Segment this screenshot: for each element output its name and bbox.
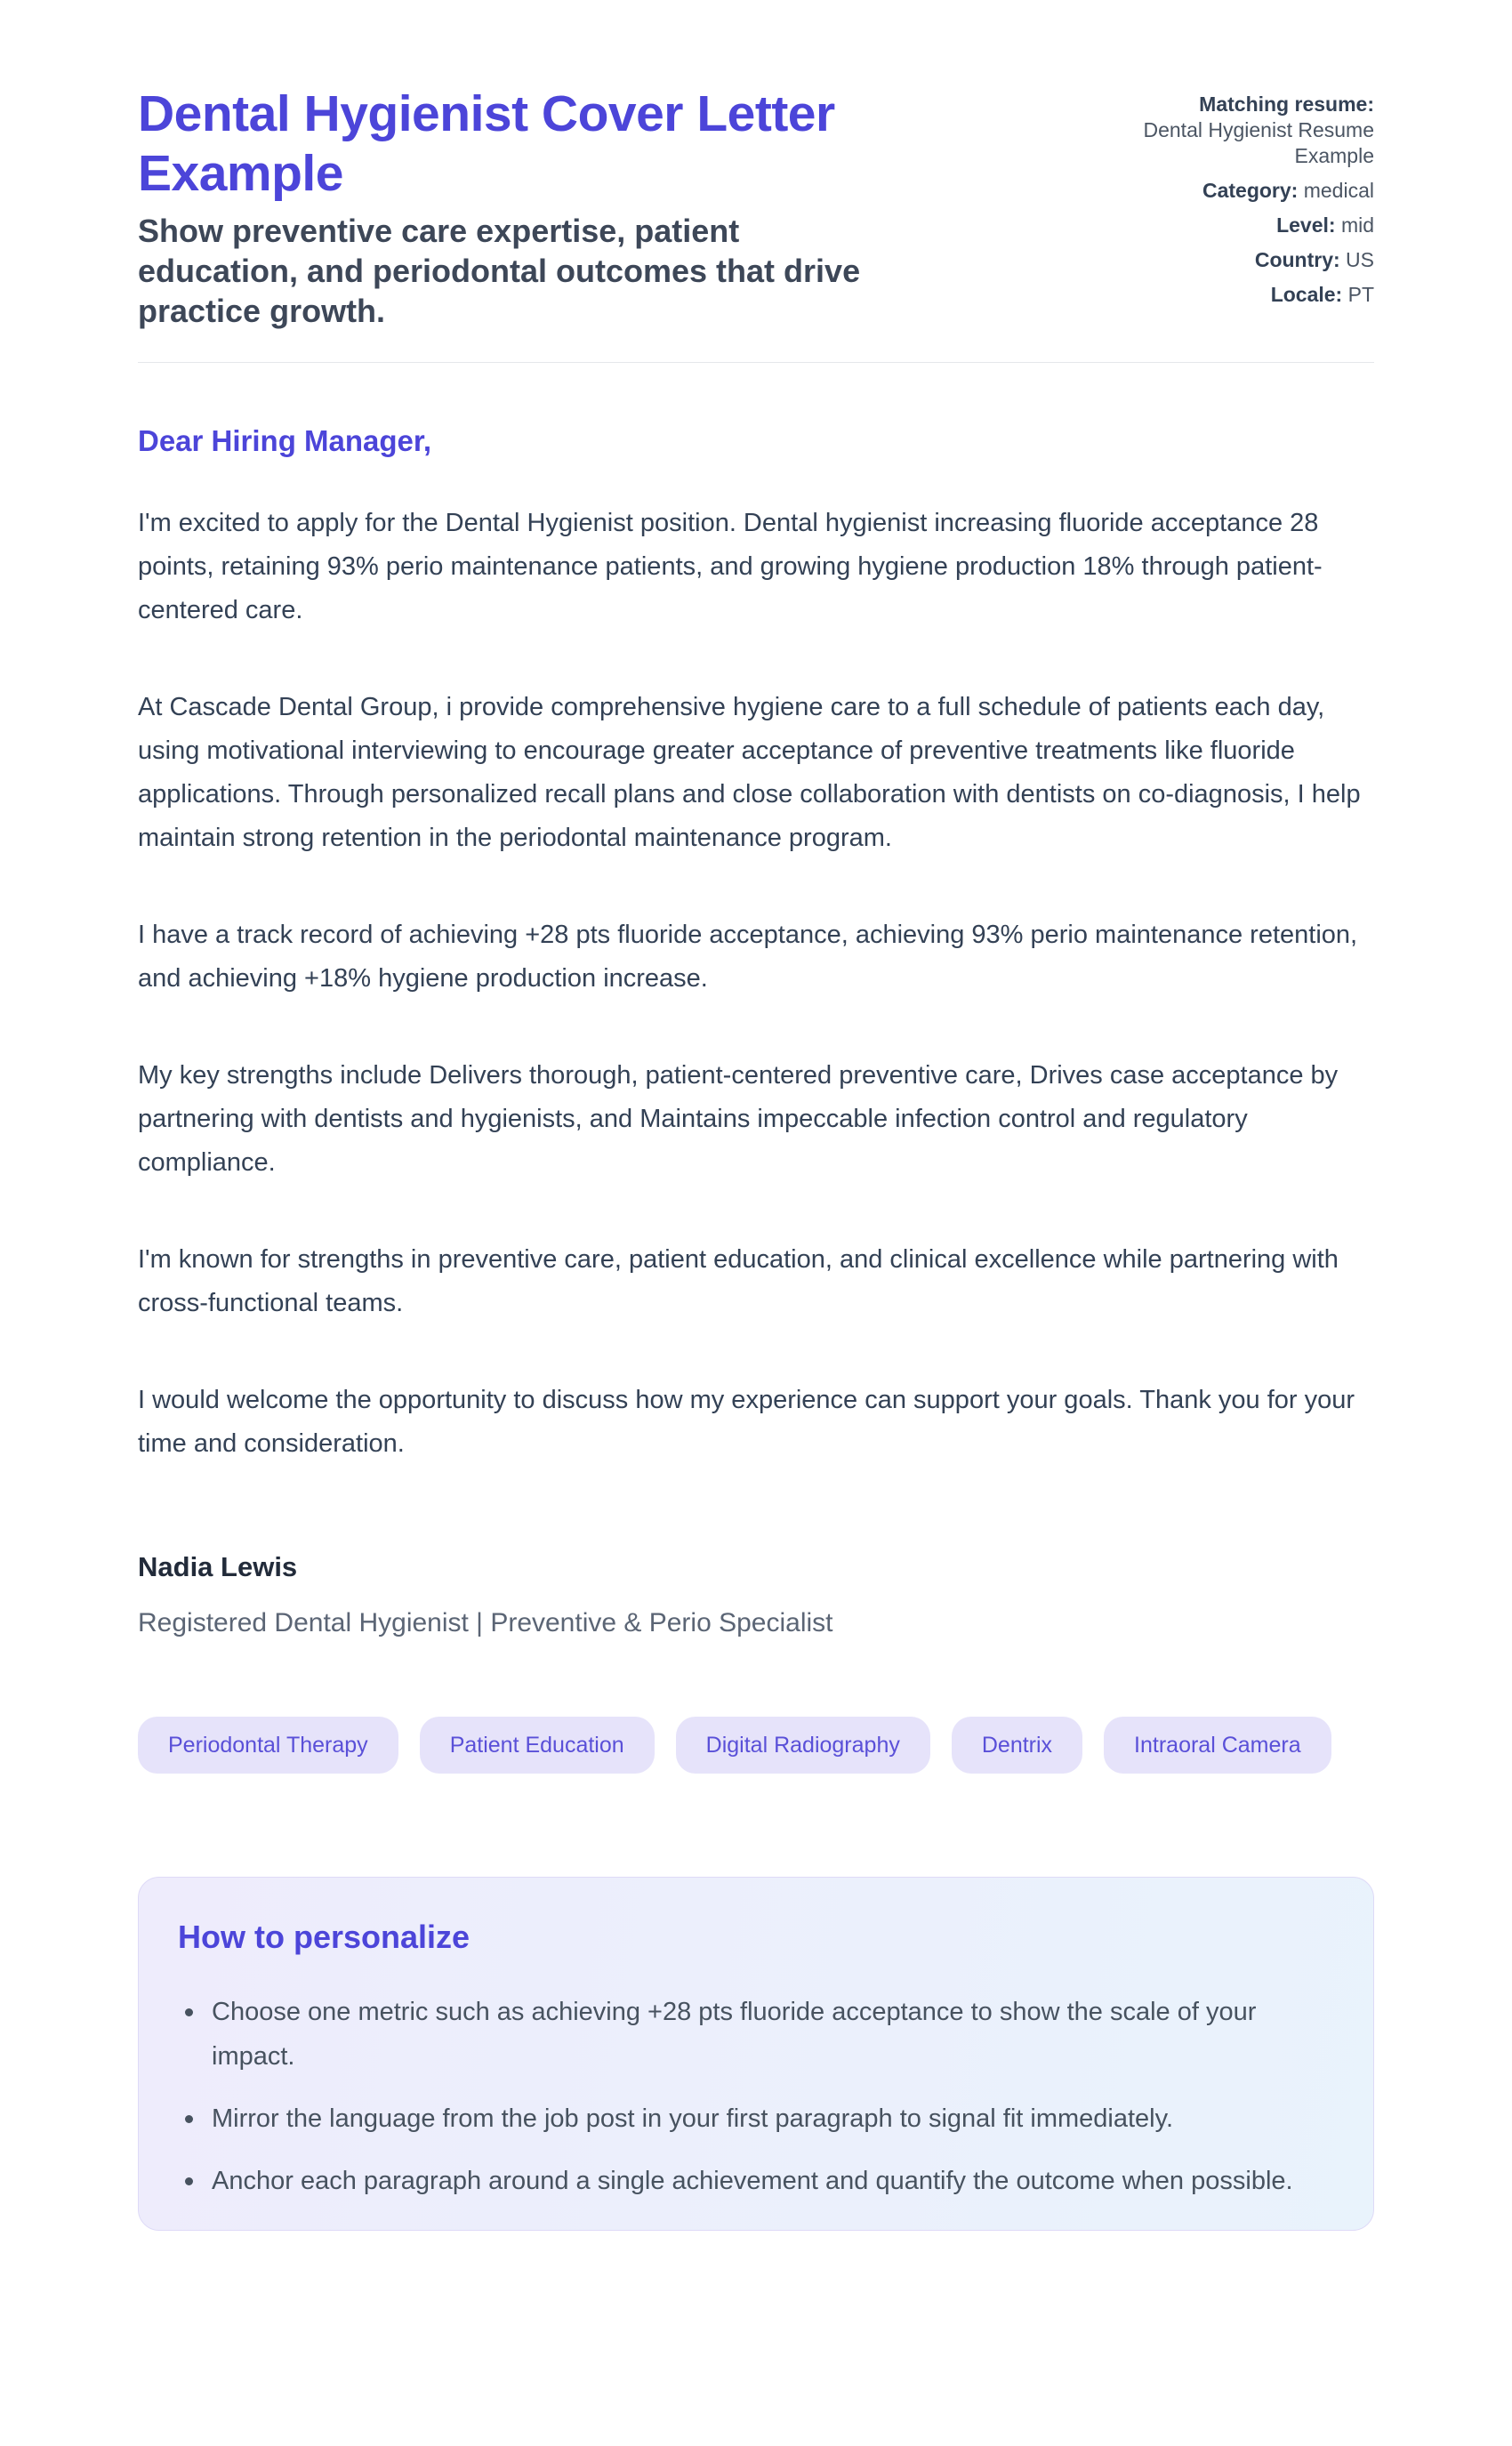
meta-label: Country: xyxy=(1254,248,1340,271)
meta-label: Locale: xyxy=(1270,283,1343,306)
letter-body xyxy=(138,423,1374,1641)
signature-title: Registered Dental Hygienist | Preventive & Perio Specialist xyxy=(138,1608,833,1637)
page-title: Dental Hygienist Cover Letter Example xyxy=(138,85,835,202)
page-header xyxy=(138,84,1374,363)
skill-tag: Patient Education xyxy=(420,1717,655,1774)
tips-list xyxy=(178,1990,1334,2203)
meta-label: Matching resume: xyxy=(1199,93,1374,116)
meta-value: mid xyxy=(1340,213,1374,237)
meta-row-level xyxy=(1098,213,1374,238)
skill-tag: Dentrix xyxy=(952,1717,1082,1774)
tip-item: Mirror the language from the job post in your first paragraph to signal fit immediately. xyxy=(178,2096,1334,2141)
tip-item: Anchor each paragraph around a single achievement and quantify the outcome when possible. xyxy=(178,2159,1334,2203)
page-subtitle: Show preventive care expertise, patient education, and periodontal outcomes that drive practice growth. xyxy=(138,213,861,329)
skill-tag: Periodontal Therapy xyxy=(138,1717,398,1774)
meta-value: Dental Hygienist Resume Example xyxy=(1143,118,1374,167)
letter-paragraph: At Cascade Dental Group, i provide comprehensive hygiene care to a full schedule of patients each day, using motivational interviewing to encourage greater acceptance of preventive treatments like fluoride applications. Through personalized recall plans and close collaboration with dentists on co-diagnosis, I help maintain strong retention in the periodontal maintenance program. xyxy=(138,693,1361,852)
meta-row-locale xyxy=(1098,282,1374,308)
skill-tags xyxy=(138,1717,1374,1774)
tip-item: Choose one metric such as achieving +28 pts fluoride acceptance to show the scale of your impact. xyxy=(178,1990,1334,2079)
meta-block xyxy=(1098,84,1374,308)
signature-name: Nadia Lewis xyxy=(138,1551,298,1582)
meta-row-country xyxy=(1098,247,1374,273)
meta-value: US xyxy=(1346,248,1374,271)
letter-paragraph: I have a track record of achieving +28 pts fluoride acceptance, achieving 93% perio maintenance retention, and achieving +18% hygiene production increase. xyxy=(138,921,1358,993)
skill-tag: Intraoral Camera xyxy=(1104,1717,1331,1774)
letter-paragraph: I'm known for strengths in preventive care, patient education, and clinical excellence while partnering with cross-functional teams. xyxy=(138,1245,1339,1317)
skill-tag: Digital Radiography xyxy=(676,1717,930,1774)
letter-greeting: Dear Hiring Manager, xyxy=(138,424,432,457)
header-title-block xyxy=(138,84,1027,331)
meta-row-category xyxy=(1098,178,1374,204)
meta-value: PT xyxy=(1347,283,1374,306)
meta-value: medical xyxy=(1303,179,1374,202)
letter-paragraph: I would welcome the opportunity to discuss how my experience can support your goals. Thank you for your time and consideration. xyxy=(138,1386,1355,1458)
letter-paragraph: I'm excited to apply for the Dental Hygienist position. Dental hygienist increasing fluoride acceptance 28 points, retaining 93% perio maintenance patients, and growing hygiene production 18% through patient-centered care. xyxy=(138,509,1323,624)
tips-card xyxy=(138,1877,1374,2231)
meta-row-matching-resume xyxy=(1098,92,1374,169)
meta-label: Level: xyxy=(1276,213,1336,237)
letter-paragraph: My key strengths include Delivers thorough, patient-centered preventive care, Drives case acceptance by partnering with dentists and hygienists, and Maintains impeccable infection control and regulatory compliance. xyxy=(138,1061,1339,1177)
signature-block xyxy=(138,1550,1374,1641)
tips-heading: How to personalize xyxy=(178,1919,470,1955)
meta-label: Category: xyxy=(1202,179,1299,202)
